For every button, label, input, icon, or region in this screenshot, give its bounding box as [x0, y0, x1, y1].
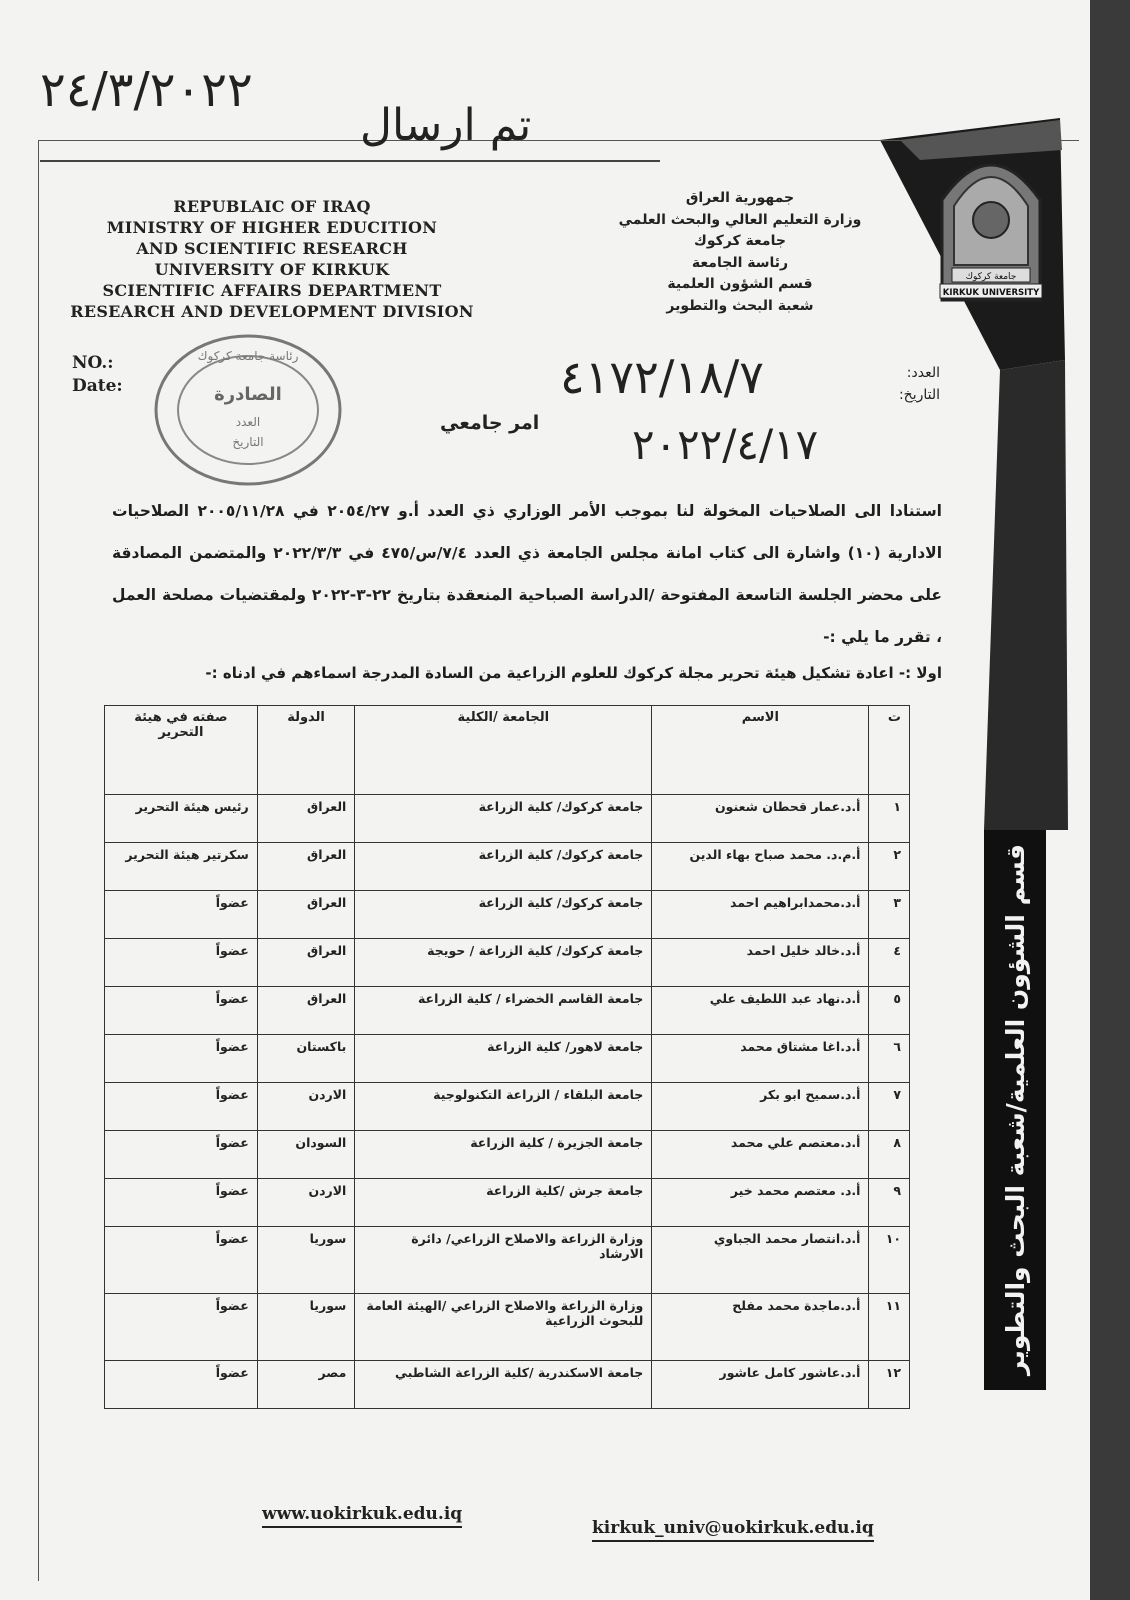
side-banner-text: قسم الشؤون العلمية/شعبة البحث والتطوير	[1000, 844, 1030, 1376]
table-row	[105, 891, 910, 939]
no-label: NO.:	[72, 353, 114, 373]
table-row	[105, 795, 910, 843]
handwritten-date-value: ٢٠٢٢/٤/١٧	[632, 420, 819, 469]
cell-num: ١١	[869, 1294, 910, 1361]
stamp-date-text: التاريخ	[232, 435, 264, 449]
table-row	[105, 1035, 910, 1083]
letterhead-line: جمهورية العراق	[685, 190, 795, 206]
reference-labels-en	[72, 352, 123, 398]
cell-name: أ.د.اغا مشتاق محمد	[652, 1035, 869, 1083]
cell-role: عضواً	[105, 891, 258, 939]
table-row	[105, 1361, 910, 1409]
col-role-header: صفته في هيئة التحرير	[105, 706, 258, 795]
cell-university: جامعة لاهور/ كلية الزراعة	[355, 1035, 652, 1083]
order-body: استنادا الى الصلاحيات المخولة لنا بموجب الأمر الوزاري ذي العدد أ.و ٢٠٥٤/٢٧ في ٢٠٠٥/١١/٢٨ الصلاحيات الادارية (١٠) واشارة الى كتاب امانة مجلس الجامعة ذي العدد ٧/٤/س/٤٧٥ في ٢٠٢٢/٣/٣ والمتضمن المصادقة على محضر الجلسة التاسعة المفتوحة /الدراسة الصباحية المنعقدة بتاريخ ٢٢-٣-٢٠٢٢ ولمقتضيات مصلحة العمل ، تقرر ما يلي :-	[112, 502, 943, 646]
ar-no-label: العدد:	[906, 365, 940, 381]
table-header-row	[105, 706, 910, 795]
letterhead-line: رئاسة الجامعة	[691, 254, 789, 271]
cell-country: مصر	[257, 1361, 355, 1409]
cell-role: عضواً	[105, 1083, 258, 1131]
col-num-header: ت	[869, 706, 910, 795]
cell-country: سوريا	[257, 1294, 355, 1361]
col-name-header: الاسم	[652, 706, 869, 795]
stamp-top-text: رئاسة جامعة كركوك	[197, 349, 299, 363]
logo-english-text: KIRKUK UNIVERSITY	[942, 288, 1040, 298]
cell-name: أ.م.د. محمد صباح بهاء الدين	[652, 843, 869, 891]
cell-num: ١	[869, 795, 910, 843]
cell-role: عضواً	[105, 939, 258, 987]
cell-name: أ.د.خالد خليل احمد	[652, 939, 869, 987]
arabic-letterhead	[600, 188, 880, 317]
cell-country: سوريا	[257, 1227, 355, 1294]
cell-role: عضواً	[105, 1131, 258, 1179]
letterhead-line: UNIVERSITY OF KIRKUK	[154, 260, 390, 279]
cell-university: وزارة الزراعة والاصلاح الزراعي /الهيئة العامة للبحوث الزراعية	[355, 1294, 652, 1361]
cell-num: ٧	[869, 1083, 910, 1131]
letterhead-line: قسم الشؤون العلمية	[667, 276, 813, 292]
english-letterhead	[62, 196, 482, 322]
letterhead-line: وزارة التعليم العالي والبحث العلمي	[618, 211, 862, 228]
handwritten-date: ٢٤/٣/٢٠٢٢	[40, 62, 253, 118]
cell-university: جامعة كركوك/ كلية الزراعة / حويجة	[355, 939, 652, 987]
table-row	[105, 939, 910, 987]
cell-university: جامعة القاسم الخضراء / كلية الزراعة	[355, 987, 652, 1035]
cell-university: جامعة الاسكندرية /كلية الزراعة الشاطبي	[355, 1361, 652, 1409]
table-row	[105, 987, 910, 1035]
footer-email-link[interactable]: kirkuk_univ@uokirkuk.edu.iq	[592, 1518, 874, 1542]
cell-num: ٢	[869, 843, 910, 891]
cell-num: ٦	[869, 1035, 910, 1083]
letterhead-line: شعبة البحث والتطوير	[666, 297, 814, 314]
table-row	[105, 1131, 910, 1179]
cell-country: الاردن	[257, 1179, 355, 1227]
letterhead-line: REPUBLAIC OF IRAQ	[173, 197, 371, 216]
cell-role: عضواً	[105, 1179, 258, 1227]
cell-role: عضواً	[105, 1361, 258, 1409]
official-stamp	[148, 330, 348, 490]
cell-country: العراق	[257, 939, 355, 987]
cell-role: عضواً	[105, 1035, 258, 1083]
stamp-middle-text: الصادرة	[214, 384, 282, 405]
cell-role: عضواً	[105, 987, 258, 1035]
stamp-no-text: العدد	[235, 415, 261, 429]
cell-role: سكرتير هيئة التحرير	[105, 843, 258, 891]
university-logo	[932, 140, 1050, 320]
first-clause: اولا :- اعادة تشكيل هيئة تحرير مجلة كركوك للعلوم الزراعية من السادة المدرجة اسماءهم في ادناه :-	[205, 664, 942, 682]
cell-role: عضواً	[105, 1227, 258, 1294]
cell-name: أ.د.انتصار محمد الجباوي	[652, 1227, 869, 1294]
reference-labels-ar	[880, 362, 940, 406]
table-row	[105, 1179, 910, 1227]
cell-university: جامعة جرش /كلية الزراعة	[355, 1179, 652, 1227]
cell-name: أ.د. معتصم محمد خير	[652, 1179, 869, 1227]
table-row	[105, 843, 910, 891]
header-rule	[40, 160, 660, 162]
cell-country: العراق	[257, 843, 355, 891]
editorial-board-table	[104, 705, 910, 1409]
letterhead-line: SCIENTIFIC AFFAIRS DEPARTMENT	[102, 281, 442, 300]
cell-role: رئيس هيئة التحرير	[105, 795, 258, 843]
cell-role: عضواً	[105, 1294, 258, 1361]
cell-num: ٨	[869, 1131, 910, 1179]
cell-name: أ.د.نهاد عبد اللطيف علي	[652, 987, 869, 1035]
handwritten-number: ٤١٧٢/١٨/٧	[560, 350, 764, 404]
handwritten-note: تم ارسال	[360, 100, 532, 151]
letterhead-line: AND SCIENTIFIC RESEARCH	[136, 239, 408, 258]
cell-university: جامعة كركوك/ كلية الزراعة	[355, 843, 652, 891]
cell-country: العراق	[257, 795, 355, 843]
side-banner-text-wrap	[984, 830, 1046, 1390]
cell-university: جامعة الجزيرة / كلية الزراعة	[355, 1131, 652, 1179]
date-label: Date:	[72, 376, 123, 396]
table-row	[105, 1227, 910, 1294]
cell-name: أ.د.ماجدة محمد مفلح	[652, 1294, 869, 1361]
letterhead-line: MINISTRY OF HIGHER EDUCITION	[106, 218, 438, 237]
cell-num: ١٠	[869, 1227, 910, 1294]
cell-name: أ.د.سميح ابو بكر	[652, 1083, 869, 1131]
letterhead-line: جامعة كركوك	[694, 233, 786, 249]
cell-university: وزارة الزراعة والاصلاح الزراعي/ دائرة الارشاد	[355, 1227, 652, 1294]
cell-num: ٥	[869, 987, 910, 1035]
cell-num: ٣	[869, 891, 910, 939]
table-row	[105, 1083, 910, 1131]
cell-university: جامعة كركوك/ كلية الزراعة	[355, 795, 652, 843]
cell-country: باكستان	[257, 1035, 355, 1083]
letterhead-line: RESEARCH AND DEVELOPMENT DIVISION	[70, 302, 474, 321]
cell-country: العراق	[257, 987, 355, 1035]
table-row	[105, 1294, 910, 1361]
col-university-header: الجامعة /الكلية	[355, 706, 652, 795]
order-title: امر جامعي	[440, 412, 540, 434]
cell-name: أ.د.عمار قحطان شعنون	[652, 795, 869, 843]
cell-num: ٤	[869, 939, 910, 987]
cell-university: جامعة كركوك/ كلية الزراعة	[355, 891, 652, 939]
cell-university: جامعة البلقاء / الزراعة التكنولوجية	[355, 1083, 652, 1131]
cell-name: أ.د.محمدابراهيم احمد	[652, 891, 869, 939]
cell-num: ٩	[869, 1179, 910, 1227]
cell-country: السودان	[257, 1131, 355, 1179]
logo-arabic-text: جامعة كركوك	[965, 272, 1017, 282]
col-country-header: الدولة	[257, 706, 355, 795]
ar-date-label: التاريخ:	[898, 387, 940, 403]
cell-country: العراق	[257, 891, 355, 939]
cell-num: ١٢	[869, 1361, 910, 1409]
cell-country: الاردن	[257, 1083, 355, 1131]
cell-name: أ.د.معتصم علي محمد	[652, 1131, 869, 1179]
cell-name: أ.د.عاشور كامل عاشور	[652, 1361, 869, 1409]
footer-website-link[interactable]: www.uokirkuk.edu.iq	[262, 1504, 462, 1528]
